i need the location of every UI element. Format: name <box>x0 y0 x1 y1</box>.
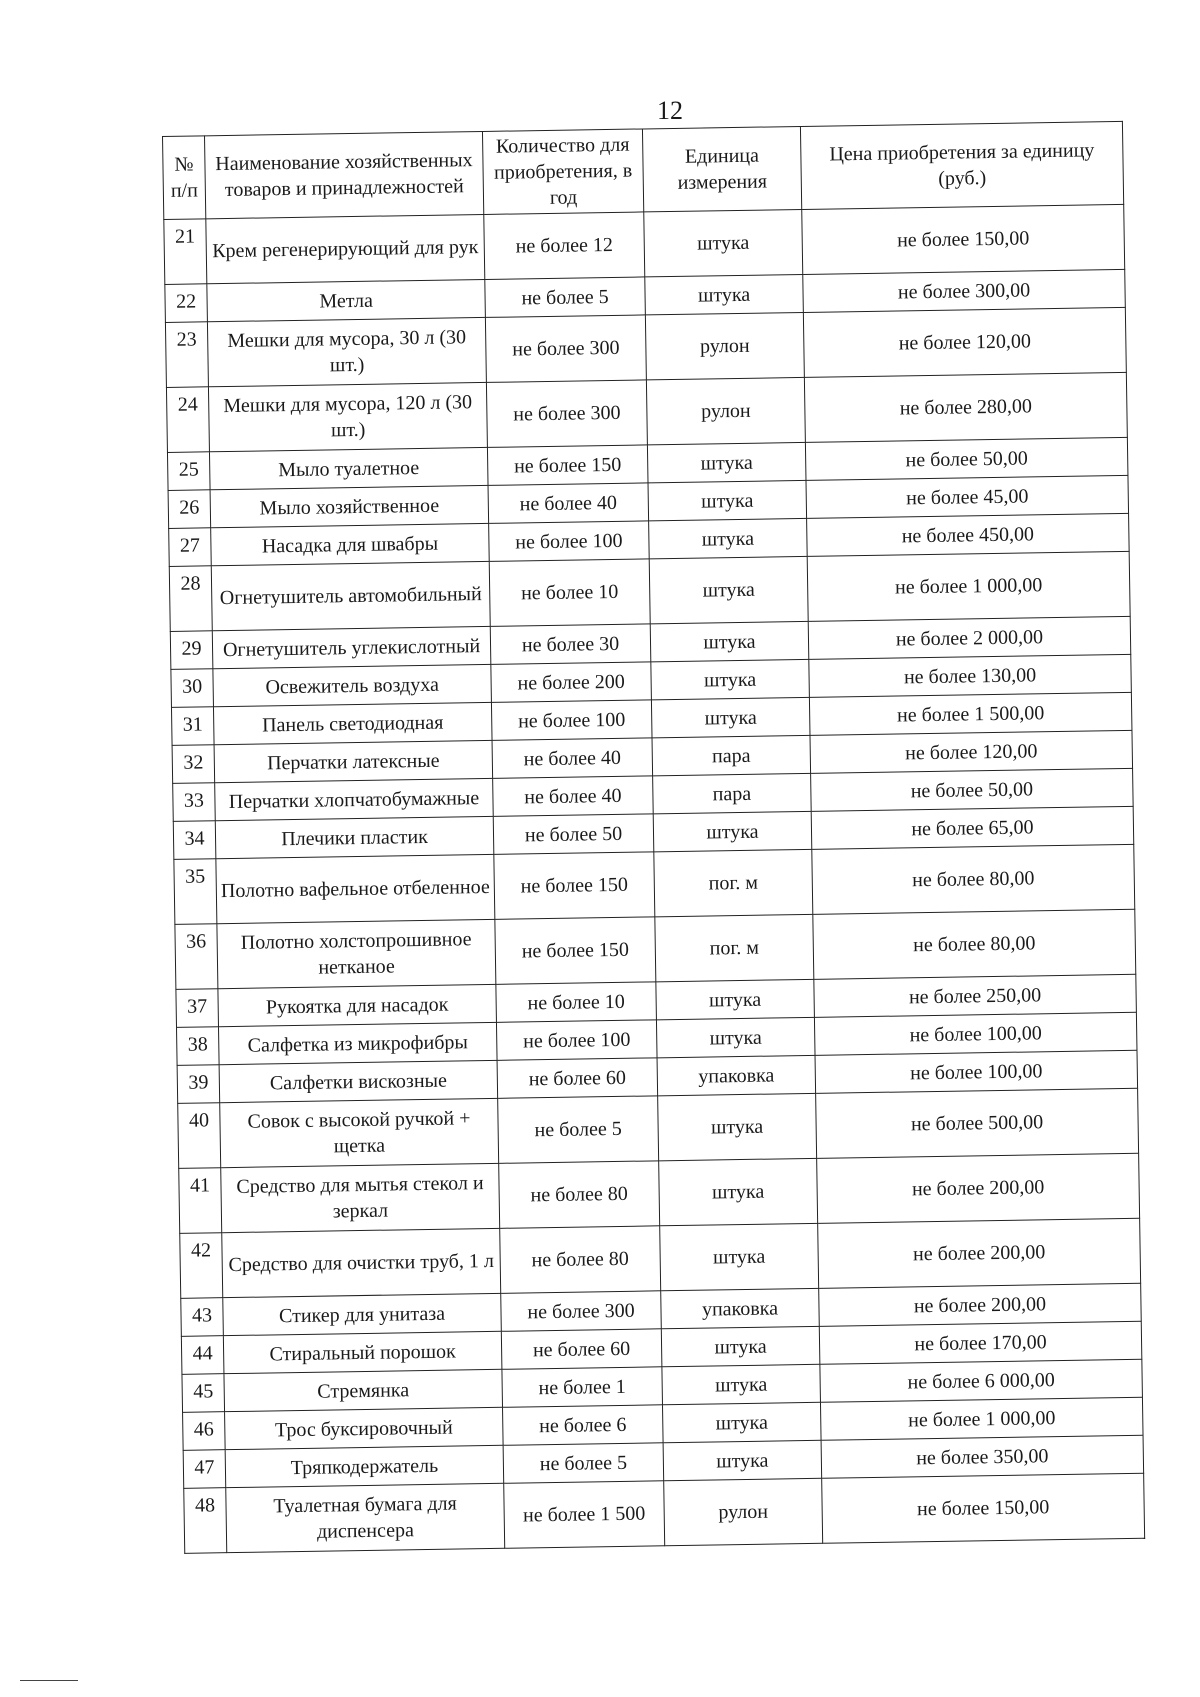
row-name: Совок с высокой ручкой + щетка <box>220 1098 499 1167</box>
row-price: не более 200,00 <box>818 1218 1141 1288</box>
row-unit: рулон <box>664 1478 823 1545</box>
row-num: 21 <box>164 219 207 285</box>
row-price: не более 200,00 <box>819 1283 1142 1326</box>
row-unit: упаковка <box>657 1055 816 1095</box>
row-name: Трос буксировочный <box>225 1407 504 1449</box>
row-num: 37 <box>176 989 219 1028</box>
row-num: 26 <box>168 490 211 529</box>
row-price: не более 1 500,00 <box>809 692 1132 735</box>
row-name: Стикер для унитаза <box>223 1293 502 1335</box>
row-name: Салфетки вискозные <box>219 1060 498 1102</box>
row-price: не более 80,00 <box>812 844 1135 914</box>
header-num: № п/п <box>163 136 206 220</box>
row-unit: штука <box>656 1017 815 1057</box>
row-unit: упаковка <box>661 1288 820 1328</box>
header-qty: Количество для приобретения, в год <box>482 129 643 215</box>
row-name: Панель светодиодная <box>213 702 492 744</box>
row-unit: пог. м <box>655 914 814 981</box>
row-qty: не более 80 <box>499 1161 660 1229</box>
row-name: Мыло туалетное <box>209 447 488 489</box>
row-unit: штука <box>644 209 803 276</box>
row-qty: не более 10 <box>489 559 650 627</box>
row-name: Рукоятка для насадок <box>218 984 497 1026</box>
row-num: 25 <box>167 452 210 491</box>
row-price: не более 100,00 <box>815 1050 1138 1093</box>
row-price: не более 280,00 <box>804 372 1127 442</box>
goods-table <box>162 121 1145 1554</box>
row-num: 28 <box>169 566 212 632</box>
row-unit: пог. м <box>654 849 813 916</box>
row-unit: штука <box>651 697 810 737</box>
row-price: не более 100,00 <box>814 1012 1137 1055</box>
row-qty: не более 1 500 <box>504 1481 665 1549</box>
row-name: Полотно вафельное отбеленное <box>216 854 495 923</box>
row-num: 33 <box>173 783 216 822</box>
header-name: Наименование хозяйственных товаров и принадлежностей <box>205 131 484 218</box>
row-name: Салфетка из микрофибры <box>218 1022 497 1064</box>
row-qty: не более 30 <box>490 624 651 665</box>
row-name: Мешки для мусора, 120 л (30 шт.) <box>208 382 487 451</box>
row-qty: не более 100 <box>491 700 652 741</box>
row-unit: штука <box>648 480 807 520</box>
row-qty: не более 40 <box>492 738 653 779</box>
row-name: Туалетная бумага для диспенсера <box>226 1483 505 1552</box>
header-unit: Единица измерения <box>642 126 801 211</box>
row-name: Плечики пластик <box>215 816 494 858</box>
row-unit: пара <box>653 773 812 813</box>
row-unit: штука <box>656 979 815 1019</box>
row-price: не более 150,00 <box>802 204 1125 274</box>
row-price: не более 80,00 <box>813 909 1136 979</box>
row-price: не более 300,00 <box>803 269 1126 312</box>
page-number: 12 <box>657 96 683 125</box>
row-name: Средство для мытья стекол и зеркал <box>221 1163 500 1232</box>
row-qty: не более 80 <box>500 1226 661 1294</box>
row-num: 35 <box>174 859 217 925</box>
row-num: 22 <box>165 284 208 323</box>
row-num: 41 <box>179 1168 222 1234</box>
row-unit: штука <box>651 659 810 699</box>
row-qty: не более 60 <box>501 1329 662 1370</box>
row-qty: не более 6 <box>503 1405 664 1446</box>
row-price: не более 450,00 <box>807 513 1130 556</box>
row-price: не более 2 000,00 <box>808 616 1131 659</box>
row-qty: не более 10 <box>496 982 657 1023</box>
row-name: Стремянка <box>224 1369 503 1411</box>
row-num: 46 <box>183 1412 226 1451</box>
row-price: не более 500,00 <box>816 1088 1139 1158</box>
row-qty: не более 1 <box>502 1367 663 1408</box>
row-name: Полотно холстопрошивное нетканое <box>217 919 496 988</box>
row-unit: штука <box>647 442 806 482</box>
row-price: не более 6 000,00 <box>820 1359 1143 1402</box>
row-price: не более 120,00 <box>803 307 1126 377</box>
row-num: 45 <box>182 1374 225 1413</box>
row-qty: не более 100 <box>489 521 650 562</box>
row-price: не более 50,00 <box>805 437 1128 480</box>
row-qty: не более 12 <box>484 212 645 280</box>
row-name: Огнетушитель углекислотный <box>212 626 491 668</box>
row-qty: не более 200 <box>491 662 652 703</box>
row-num: 24 <box>166 387 209 453</box>
row-unit: штука <box>645 274 804 314</box>
row-qty: не более 50 <box>493 814 654 855</box>
header-price: Цена приобретения за единицу (руб.) <box>800 121 1123 209</box>
row-name: Тряпкодержатель <box>225 1445 504 1487</box>
row-name: Насадка для швабры <box>211 523 490 565</box>
row-qty: не более 40 <box>493 776 654 817</box>
row-price: не более 150,00 <box>822 1473 1145 1543</box>
row-num: 27 <box>169 528 212 567</box>
row-qty: не более 60 <box>497 1058 658 1099</box>
row-num: 31 <box>171 707 214 746</box>
row-qty: не более 300 <box>501 1291 662 1332</box>
row-unit: рулон <box>646 377 805 444</box>
row-num: 23 <box>165 322 208 388</box>
row-name: Перчатки латексные <box>214 740 493 782</box>
row-price: не более 170,00 <box>819 1321 1142 1364</box>
row-price: не более 50,00 <box>811 768 1134 811</box>
row-name: Мешки для мусора, 30 л (30 шт.) <box>207 317 486 386</box>
row-name: Мыло хозяйственное <box>210 485 489 527</box>
row-num: 29 <box>170 631 213 670</box>
row-unit: штука <box>662 1364 821 1404</box>
row-qty: не более 300 <box>485 315 646 383</box>
row-price: не более 130,00 <box>809 654 1132 697</box>
row-qty: не более 5 <box>485 277 646 318</box>
row-qty: не более 40 <box>488 483 649 524</box>
row-qty: не более 150 <box>495 917 656 985</box>
row-name: Перчатки хлопчатобумажные <box>215 778 494 820</box>
row-num: 43 <box>181 1298 224 1337</box>
row-price: не более 1 000,00 <box>807 551 1130 621</box>
row-name: Крем регенерирующий для рук <box>206 214 485 283</box>
row-price: не более 120,00 <box>810 730 1133 773</box>
row-num: 39 <box>177 1065 220 1104</box>
row-num: 36 <box>175 924 218 990</box>
row-name: Освежитель воздуха <box>213 664 492 706</box>
row-name: Средство для очистки труб, 1 л <box>222 1228 501 1297</box>
row-num: 40 <box>178 1103 221 1169</box>
margin-line <box>20 1680 78 1681</box>
row-num: 38 <box>177 1027 220 1066</box>
row-num: 48 <box>184 1488 227 1554</box>
row-price: не более 65,00 <box>811 806 1134 849</box>
row-num: 32 <box>172 745 215 784</box>
row-name: Огнетушитель автомобильный <box>211 561 490 630</box>
row-price: не более 250,00 <box>814 974 1137 1017</box>
row-unit: штука <box>663 1440 822 1480</box>
row-price: не более 200,00 <box>817 1153 1140 1223</box>
row-qty: не более 100 <box>496 1020 657 1061</box>
row-qty: не более 5 <box>503 1443 664 1484</box>
row-qty: не более 150 <box>494 852 655 920</box>
row-price: не более 1 000,00 <box>820 1397 1143 1440</box>
row-unit: штука <box>660 1223 819 1290</box>
row-unit: штука <box>650 621 809 661</box>
row-qty: не более 300 <box>486 380 647 448</box>
row-num: 34 <box>173 821 216 860</box>
row-num: 47 <box>183 1450 226 1489</box>
row-unit: штука <box>653 811 812 851</box>
table-header <box>163 121 1124 219</box>
row-name: Метла <box>207 279 486 321</box>
row-unit: штука <box>661 1326 820 1366</box>
row-price: не более 350,00 <box>821 1435 1144 1478</box>
table-body <box>164 204 1145 1553</box>
row-num: 30 <box>171 669 214 708</box>
row-unit: штука <box>659 1158 818 1225</box>
table-row <box>184 1473 1145 1553</box>
row-name: Стиральный порошок <box>223 1331 502 1373</box>
row-unit: штука <box>649 556 808 623</box>
row-num: 42 <box>180 1233 223 1299</box>
row-unit: пара <box>652 735 811 775</box>
row-unit: штука <box>662 1402 821 1442</box>
row-unit: рулон <box>645 312 804 379</box>
row-qty: не более 5 <box>498 1096 659 1164</box>
row-num: 44 <box>181 1336 224 1375</box>
row-unit: штука <box>649 518 808 558</box>
row-price: не более 45,00 <box>806 475 1129 518</box>
row-unit: штука <box>658 1093 817 1160</box>
row-qty: не более 150 <box>487 445 648 486</box>
